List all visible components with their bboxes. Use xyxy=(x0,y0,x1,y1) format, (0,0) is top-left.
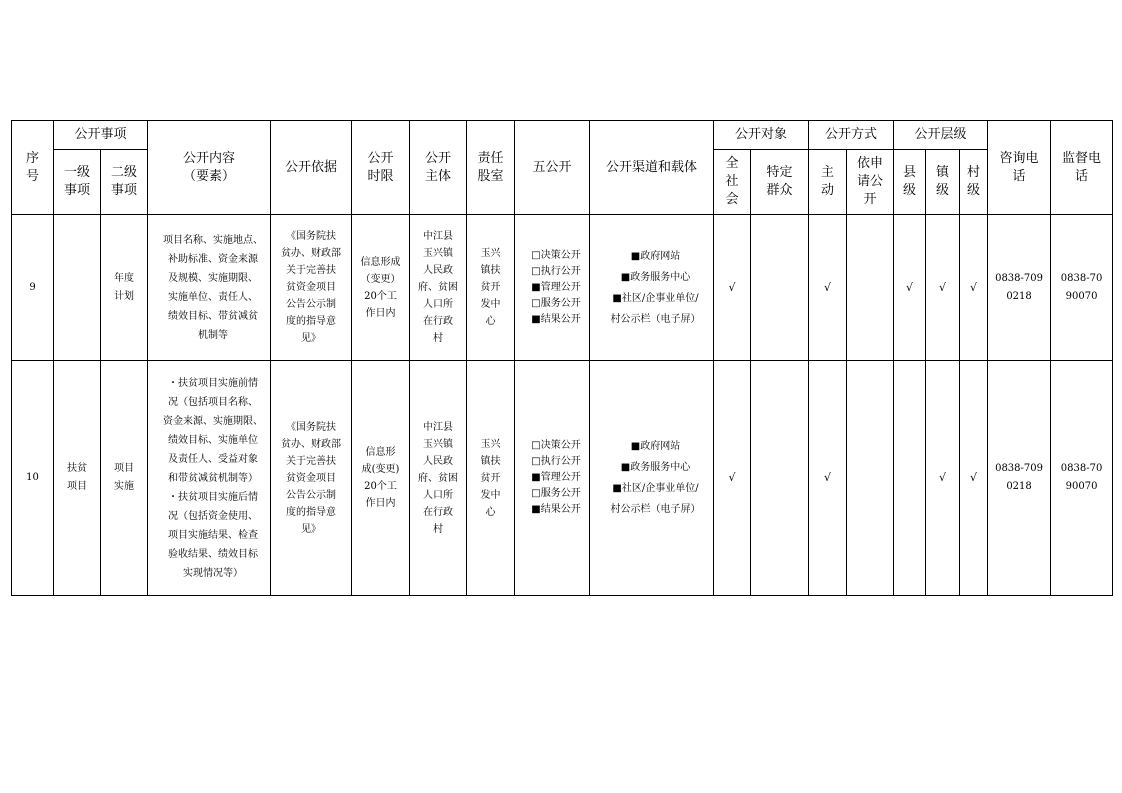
header-subject: 公开 主体 xyxy=(410,121,467,215)
five-item: □决策公开 xyxy=(531,440,581,451)
cell-level-county xyxy=(894,361,926,596)
header-supervise-phone: 监督电 话 xyxy=(1051,121,1113,215)
cell-method-active: √ xyxy=(809,215,847,361)
header-target-specific: 特定 群众 xyxy=(751,150,809,215)
cell-method-request xyxy=(847,215,894,361)
cell-channel: ■政府网站 ■政务服务中心 ■社区/企事业单位/ 村公示栏（电子屏） xyxy=(590,215,714,361)
cell-channel: ■政府网站 ■政务服务中心 ■社区/企事业单位/ 村公示栏（电子屏） xyxy=(590,361,714,596)
header-period: 公开 时限 xyxy=(352,121,410,215)
cell-content: ・扶贫项目实施前情 况（包括项目名称、 资金来源、实施期限、 绩效目标、实施单位 及责任人、受益对象 和带贫减贫机制等） ・扶贫项目实施后情 况（包括资金使用、 项目实施结果、检查 验收结果、绩效目标 实现情况等） xyxy=(148,361,271,596)
header-target-all: 全 社 会 xyxy=(714,150,751,215)
five-item: □服务公开 xyxy=(531,488,581,499)
five-item: □执行公开 xyxy=(531,265,581,277)
cell-target-all: √ xyxy=(714,361,751,596)
header-item-group: 公开事项 xyxy=(54,121,148,150)
five-item: □决策公开 xyxy=(531,249,581,261)
header-level-town: 镇 级 xyxy=(926,150,960,215)
five-item: ■管理公开 xyxy=(531,281,581,293)
header-seq: 序 号 xyxy=(12,121,54,215)
header-channel: 公开渠道和载体 xyxy=(590,121,714,215)
five-item: ■结果公开 xyxy=(531,313,581,325)
cell-supervise-phone: 0838-70 90070 xyxy=(1051,215,1113,361)
cell-level-village: √ xyxy=(960,215,988,361)
cell-level-town: √ xyxy=(926,361,960,596)
cell-method-request xyxy=(847,361,894,596)
disclosure-table xyxy=(11,120,1113,596)
cell-level1: 扶贫 项目 xyxy=(54,361,101,596)
cell-method-active: √ xyxy=(809,361,847,596)
header-basis: 公开依据 xyxy=(271,121,352,215)
cell-dept: 玉兴 镇扶 贫开 发中 心 xyxy=(467,361,515,596)
cell-five-disclosures xyxy=(515,361,590,596)
header-five: 五公开 xyxy=(515,121,590,215)
cell-period: 信息形成 （变更） 20个工 作日内 xyxy=(352,215,410,361)
cell-supervise-phone: 0838-70 90070 xyxy=(1051,361,1113,596)
cell-subject: 中江县 玉兴镇 人民政 府、贫困 人口所 在行政 村 xyxy=(410,361,467,596)
header-method-group: 公开方式 xyxy=(809,121,894,150)
header-level-county: 县 级 xyxy=(894,150,926,215)
five-item: □服务公开 xyxy=(531,297,581,309)
cell-level2: 项目 实施 xyxy=(101,361,148,596)
cell-period: 信息形 成(变更) 20个工 作日内 xyxy=(352,361,410,596)
cell-level2: 年度 计划 xyxy=(101,215,148,361)
cell-consult-phone: 0838-709 0218 xyxy=(988,361,1051,596)
cell-level-village: √ xyxy=(960,361,988,596)
cell-level-town: √ xyxy=(926,215,960,361)
table-row xyxy=(12,361,1113,596)
cell-basis: 《国务院扶 贫办、财政部 关于完善扶 贫资金项目 公告公示制 度的指导意 见》 xyxy=(271,215,352,361)
header-consult-phone: 咨询电 话 xyxy=(988,121,1051,215)
header-content: 公开内容 （要素） xyxy=(148,121,271,215)
cell-target-all: √ xyxy=(714,215,751,361)
header-method-active: 主 动 xyxy=(809,150,847,215)
cell-consult-phone: 0838-709 0218 xyxy=(988,215,1051,361)
cell-content: 项目名称、实施地点、 补助标准、资金来源 及规模、实施期限、 实施单位、责任人、 绩效目标、带贫减贫 机制等 xyxy=(148,215,271,361)
cell-subject: 中江县 玉兴镇 人民政 府、贫困 人口所 在行政 村 xyxy=(410,215,467,361)
five-item: □执行公开 xyxy=(531,456,581,467)
cell-seq: 10 xyxy=(12,361,54,596)
header-level1: 一级 事项 xyxy=(54,150,101,215)
cell-dept: 玉兴 镇扶 贫开 发中 心 xyxy=(467,215,515,361)
cell-seq: 9 xyxy=(12,215,54,361)
cell-level1 xyxy=(54,215,101,361)
cell-target-specific xyxy=(751,215,809,361)
cell-five-disclosures xyxy=(515,215,590,361)
header-method-request: 依申 请公 开 xyxy=(847,150,894,215)
five-item: ■管理公开 xyxy=(531,472,581,483)
header-dept: 责任 股室 xyxy=(467,121,515,215)
cell-target-specific xyxy=(751,361,809,596)
cell-level-county: √ xyxy=(894,215,926,361)
header-level-group: 公开层级 xyxy=(894,121,988,150)
header-level2: 二级 事项 xyxy=(101,150,148,215)
cell-basis: 《国务院扶 贫办、财政部 关于完善扶 贫资金项目 公告公示制 度的指导意 见》 xyxy=(271,361,352,596)
table-row xyxy=(12,215,1113,361)
header-target-group: 公开对象 xyxy=(714,121,809,150)
header-level-village: 村 级 xyxy=(960,150,988,215)
five-item: ■结果公开 xyxy=(531,504,581,515)
